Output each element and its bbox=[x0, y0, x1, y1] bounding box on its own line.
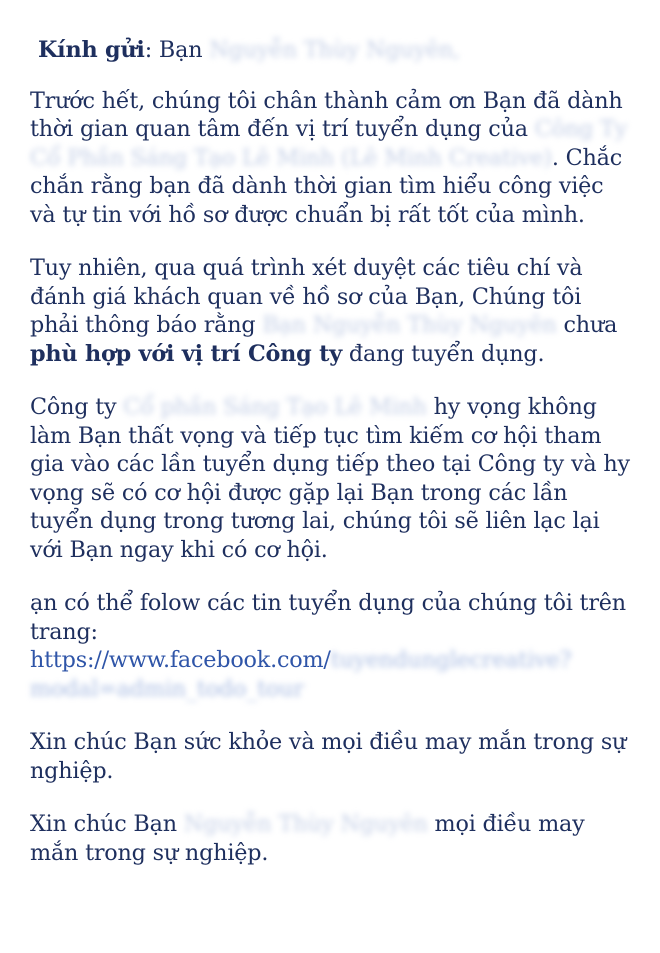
paragraph-closing bbox=[30, 810, 635, 867]
wishes-text: Xin chúc Bạn sức khỏe và mọi điều may mắn trong sự nghiệp. bbox=[30, 729, 627, 784]
thanks-text-end: . Chắc chắn rằng bạn đã dành thời gian tìm hiểu công việc và tự tin với hồ sơ được chuẩn bị rất tốt của mình. bbox=[30, 144, 623, 228]
hope-text-start: Công ty bbox=[30, 394, 124, 420]
facebook-link-tail: ?modal=admin_todo_tour bbox=[30, 647, 572, 702]
result-text-end: đang tuyển dụng. bbox=[341, 340, 545, 367]
greeting-colon: : bbox=[144, 37, 159, 63]
closing-text-end: mọi điều may mắn trong sự nghiệp. bbox=[30, 811, 585, 866]
blurred-company-name-2: Cổ phần Sáng Tạo Lê Minh bbox=[123, 394, 427, 420]
paragraph-result bbox=[30, 254, 635, 368]
blurred-recipient-name: Nguyễn Thùy Nguyên, bbox=[209, 37, 461, 63]
paragraph-thanks bbox=[30, 87, 635, 230]
result-text-middle: chưa bbox=[556, 312, 618, 338]
greeting-line bbox=[30, 36, 635, 65]
blurred-company-name: Công Ty Cổ Phần Sáng Tạo Lê Minh (Lê Minh Creative) bbox=[30, 116, 628, 171]
paragraph-follow bbox=[30, 589, 635, 703]
greeting-salutation: Bạn bbox=[158, 37, 210, 63]
follow-text: ạn có thể folow các tin tuyển dụng của chúng tôi trên trang: bbox=[30, 590, 626, 645]
paragraph-wishes bbox=[30, 728, 635, 785]
paragraph-hope bbox=[30, 393, 635, 564]
hope-text-end: hy vọng không làm Bạn thất vọng và tiếp tục tìm kiếm cơ hội tham gia vào các lần tuyển dụng tiếp theo tại Công ty và hy vọng sẽ có cơ hội được gặp lại Bạn trong các lần tuyển dụng trong tương lai, chúng tôi sẽ liên lạc lại với Bạn ngay khi có cơ hội. bbox=[30, 394, 630, 563]
thanks-text-start: Trước hết, chúng tôi chân thành cảm ơn Bạn đã dành thời gian quan tâm đến vị trí tuyển dụng của bbox=[30, 87, 623, 142]
blurred-recipient-name-2: Nguyễn Thùy Nguyên bbox=[183, 811, 428, 837]
closing-text-start: Xin chúc Bạn bbox=[30, 811, 184, 837]
rejection-letter bbox=[30, 36, 635, 892]
facebook-link-start: https://www.facebook.com/ bbox=[30, 647, 331, 673]
result-text-start: Tuy nhiên, qua quá trình xét duyệt các tiêu chí và đánh giá khách quan về hồ sơ của Bạn, Chúng tôi phải thông báo rằng bbox=[30, 255, 583, 338]
result-text-emphasis: phù hợp với vị trí Công ty bbox=[30, 340, 342, 367]
facebook-link[interactable] bbox=[30, 647, 571, 702]
greeting-label: Kính gửi bbox=[38, 37, 145, 63]
blurred-applicant-name: Bạn Nguyễn Thùy Nguyên bbox=[262, 312, 557, 338]
blurred-link-path: tuyendunglecreative bbox=[330, 647, 560, 673]
